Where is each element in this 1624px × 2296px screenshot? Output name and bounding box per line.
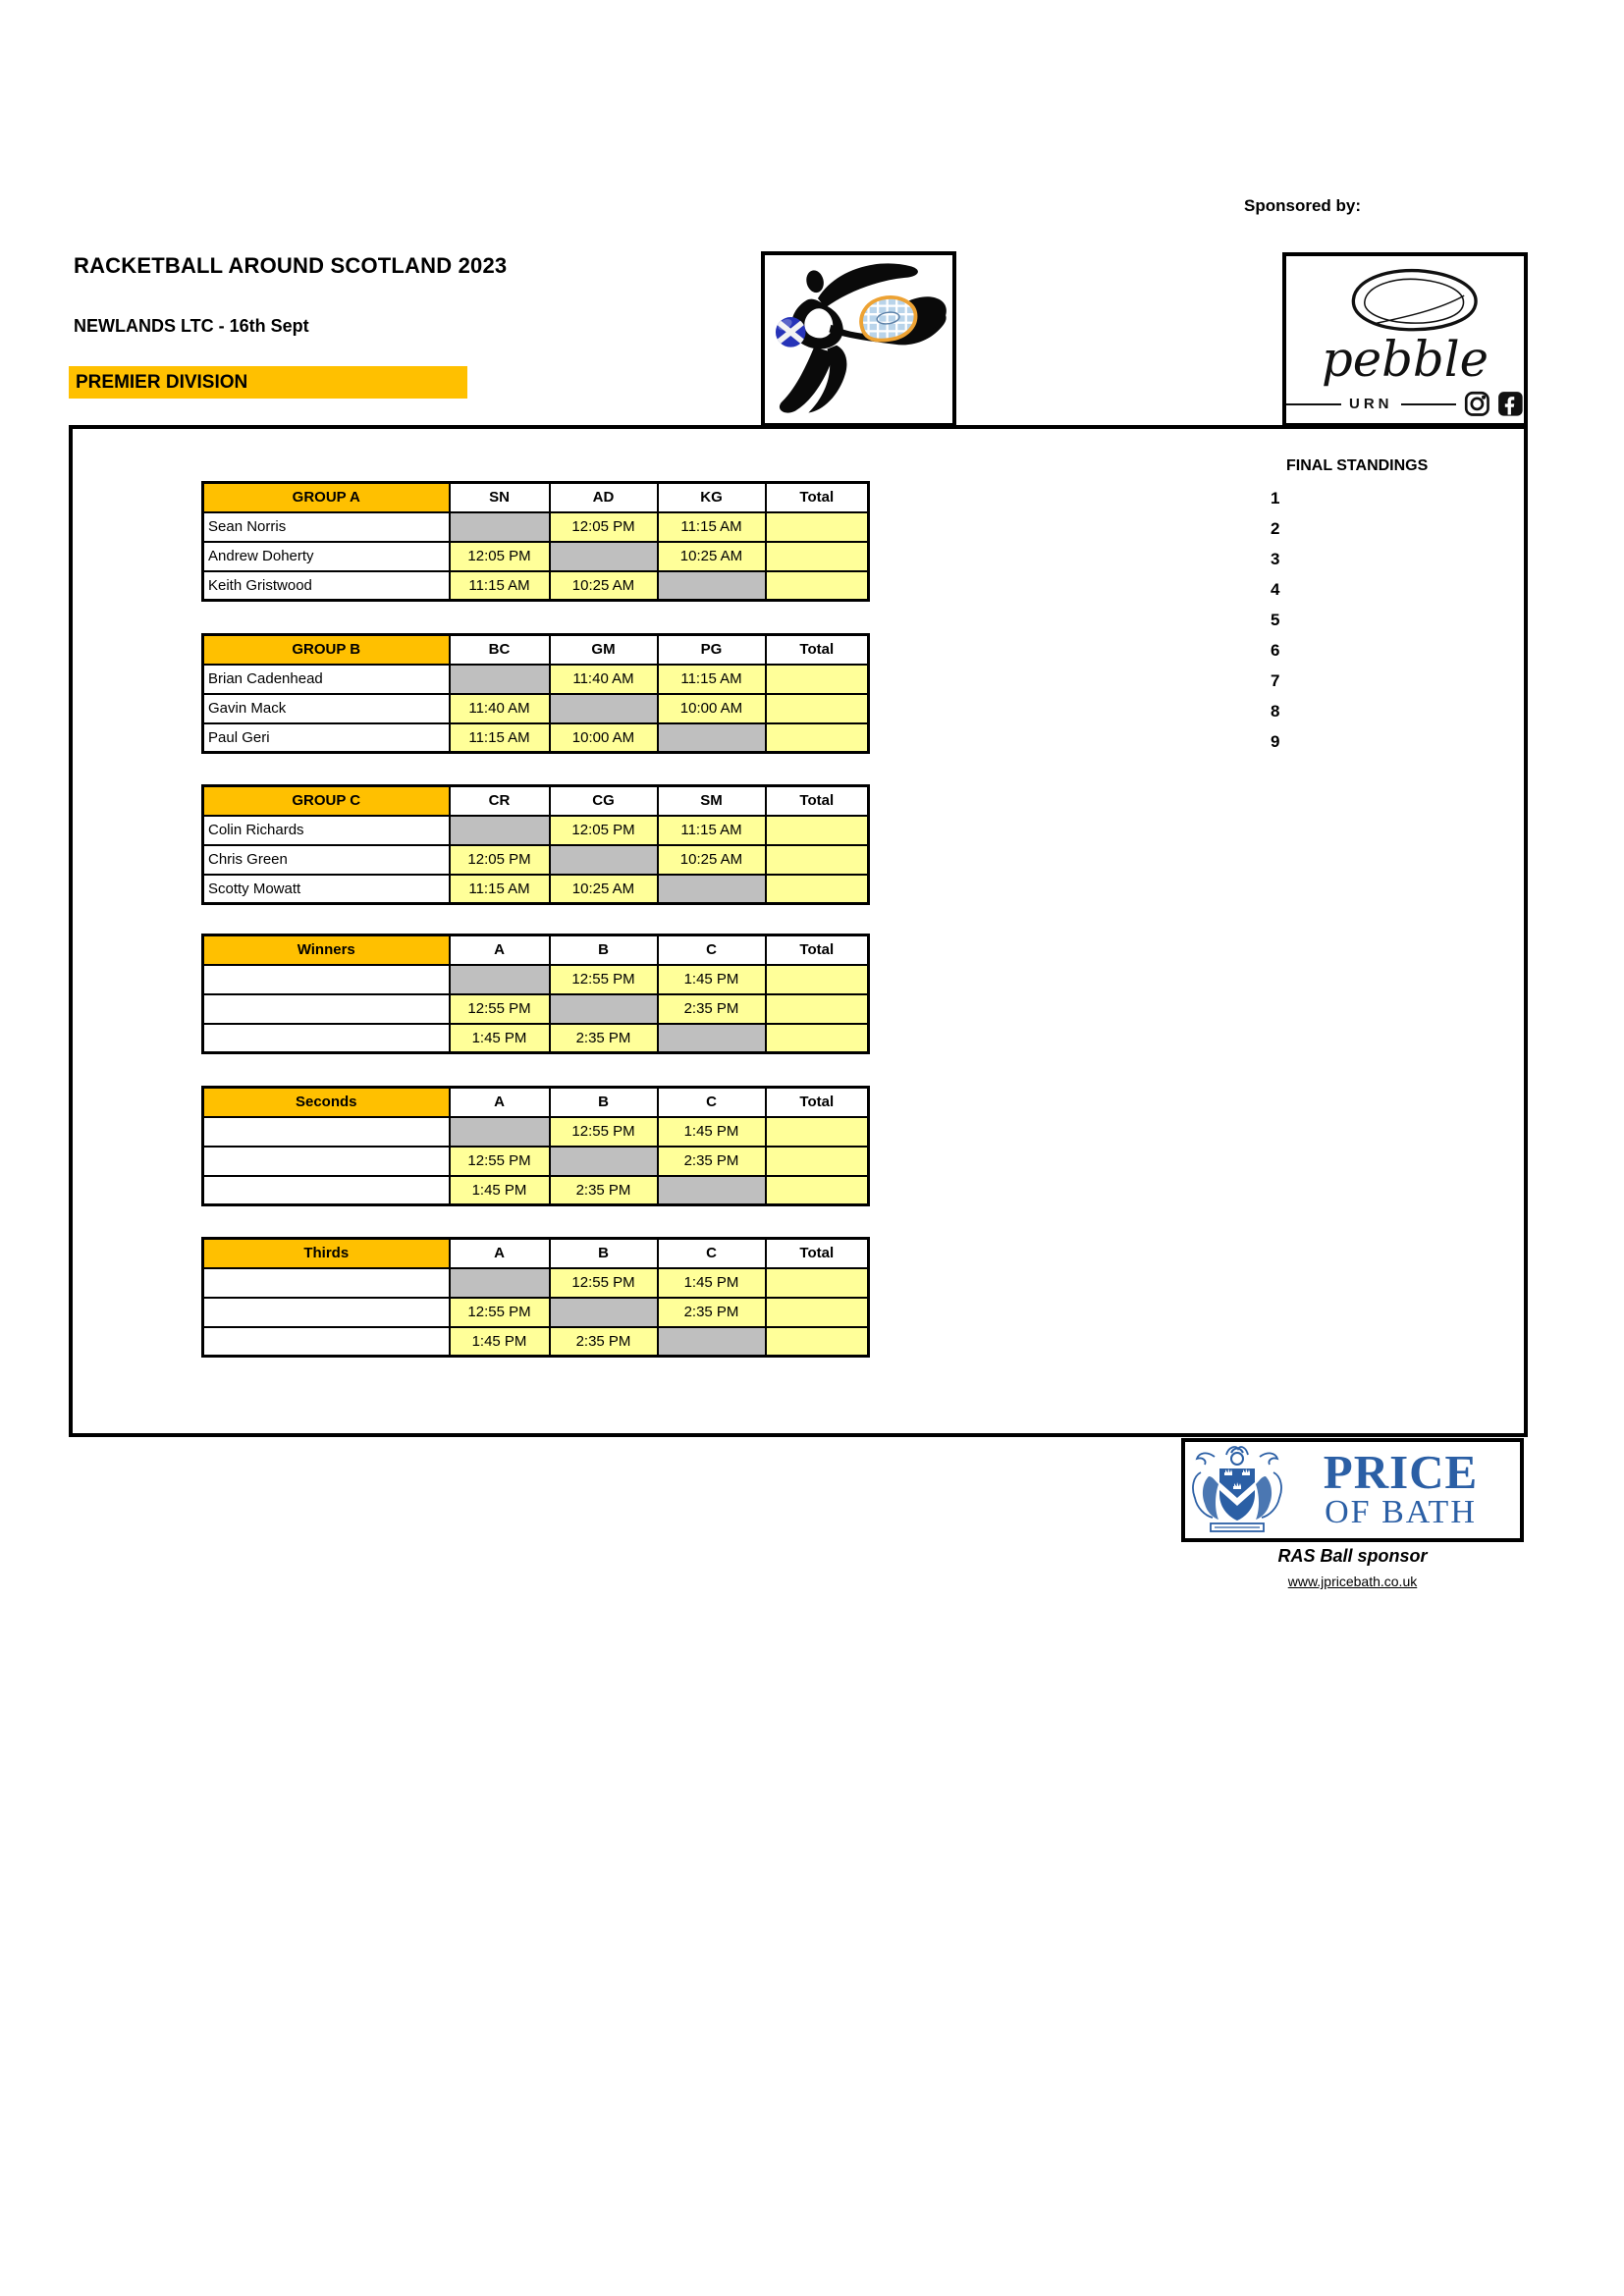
table-row xyxy=(203,845,869,875)
division-banner: PREMIER DIVISION xyxy=(69,366,467,399)
column-header-cell: Total xyxy=(766,635,869,665)
total-cell xyxy=(766,1327,869,1357)
total-cell xyxy=(766,723,869,753)
group-c-table-slot xyxy=(201,784,870,905)
price-of-bath-crest-icon xyxy=(1187,1443,1287,1537)
match-time-cell: 1:45 PM xyxy=(450,1024,550,1053)
player-name-cell: Scotty Mowatt xyxy=(203,875,450,904)
standing-position: 2 xyxy=(1271,519,1280,538)
table-row xyxy=(203,816,869,845)
column-header-cell: C xyxy=(658,1088,766,1117)
player-name-cell: Colin Richards xyxy=(203,816,450,845)
total-cell xyxy=(766,1147,869,1176)
rule-line xyxy=(1286,403,1341,405)
player-name-cell xyxy=(203,965,450,994)
match-time-cell: 2:35 PM xyxy=(550,1024,658,1053)
column-header-cell: SN xyxy=(450,483,550,512)
total-cell xyxy=(766,994,869,1024)
table-row xyxy=(203,994,869,1024)
schedule-table xyxy=(201,481,870,602)
player-name-cell xyxy=(203,1117,450,1147)
column-header-cell: BC xyxy=(450,635,550,665)
standing-position: 4 xyxy=(1271,580,1280,599)
column-header-cell: AD xyxy=(550,483,658,512)
player-name-cell xyxy=(203,1327,450,1357)
column-header-cell: Total xyxy=(766,1088,869,1117)
table-row xyxy=(203,542,869,571)
table-row xyxy=(203,1176,869,1205)
total-cell xyxy=(766,1024,869,1053)
racketball-player-icon xyxy=(765,255,952,423)
blocked-cell xyxy=(450,665,550,694)
blocked-cell xyxy=(550,1147,658,1176)
player-name-cell xyxy=(203,1298,450,1327)
table-row xyxy=(203,1024,869,1053)
table-row xyxy=(203,875,869,904)
player-name-cell xyxy=(203,1176,450,1205)
header-row xyxy=(203,1088,869,1117)
match-time-cell: 2:35 PM xyxy=(550,1176,658,1205)
match-time-cell: 11:15 AM xyxy=(658,816,766,845)
schedule-table xyxy=(201,633,870,754)
match-time-cell: 12:05 PM xyxy=(550,816,658,845)
match-time-cell: 12:05 PM xyxy=(450,542,550,571)
standing-position: 7 xyxy=(1271,671,1280,690)
blocked-cell xyxy=(658,571,766,601)
match-time-cell: 10:25 AM xyxy=(658,542,766,571)
column-header-cell: SM xyxy=(658,786,766,816)
sponsor-website-link[interactable]: www.jpricebath.co.uk xyxy=(1287,1574,1418,1589)
match-time-cell: 12:55 PM xyxy=(550,1117,658,1147)
standing-position: 1 xyxy=(1271,489,1280,507)
sponsored-by-label: Sponsored by: xyxy=(1244,196,1362,215)
table-row xyxy=(203,1117,869,1147)
match-time-cell: 2:35 PM xyxy=(658,994,766,1024)
table-row xyxy=(203,1147,869,1176)
standing-position: 5 xyxy=(1271,611,1280,629)
blocked-cell xyxy=(450,965,550,994)
header-row xyxy=(203,786,869,816)
match-time-cell: 11:15 AM xyxy=(450,571,550,601)
total-cell xyxy=(766,1268,869,1298)
instagram-icon xyxy=(1464,391,1490,417)
pebble-urn-row xyxy=(1286,391,1524,417)
column-header-cell: A xyxy=(450,1088,550,1117)
total-cell xyxy=(766,816,869,845)
blocked-cell xyxy=(450,816,550,845)
total-cell xyxy=(766,542,869,571)
price-of-bath-logo xyxy=(1181,1438,1524,1542)
column-header-cell: KG xyxy=(658,483,766,512)
match-time-cell: 12:55 PM xyxy=(550,1268,658,1298)
match-time-cell: 12:55 PM xyxy=(450,1147,550,1176)
blocked-cell xyxy=(658,1327,766,1357)
player-name-cell: Sean Norris xyxy=(203,512,450,542)
winners-table-slot xyxy=(201,934,870,1054)
header-row xyxy=(203,483,869,512)
match-time-cell: 10:25 AM xyxy=(550,875,658,904)
table-title-cell: GROUP B xyxy=(203,635,450,665)
blocked-cell xyxy=(550,994,658,1024)
blocked-cell xyxy=(658,1024,766,1053)
final-standings-list xyxy=(1271,483,1279,757)
match-time-cell: 10:25 AM xyxy=(550,571,658,601)
table-title-cell: GROUP A xyxy=(203,483,450,512)
table-title-cell: Winners xyxy=(203,935,450,965)
schedule-table xyxy=(201,1237,870,1358)
match-time-cell: 1:45 PM xyxy=(450,1176,550,1205)
price-wordmark-line2: OF BATH xyxy=(1325,1494,1477,1530)
column-header-cell: A xyxy=(450,1239,550,1268)
match-time-cell: 2:35 PM xyxy=(658,1298,766,1327)
pebble-urn-logo xyxy=(1282,252,1528,427)
player-name-cell xyxy=(203,1268,450,1298)
match-time-cell: 12:55 PM xyxy=(450,1298,550,1327)
player-name-cell: Keith Gristwood xyxy=(203,571,450,601)
table-title-cell: Thirds xyxy=(203,1239,450,1268)
standing-position: 9 xyxy=(1271,732,1280,751)
column-header-cell: B xyxy=(550,1088,658,1117)
match-time-cell: 1:45 PM xyxy=(658,1268,766,1298)
blocked-cell xyxy=(450,1117,550,1147)
total-cell xyxy=(766,965,869,994)
seconds-table-slot xyxy=(201,1086,870,1206)
match-time-cell: 11:15 AM xyxy=(658,512,766,542)
total-cell xyxy=(766,1176,869,1205)
column-header-cell: C xyxy=(658,935,766,965)
column-header-cell: Total xyxy=(766,786,869,816)
total-cell xyxy=(766,571,869,601)
total-cell xyxy=(766,1298,869,1327)
column-header-cell: Total xyxy=(766,935,869,965)
match-time-cell: 10:25 AM xyxy=(658,845,766,875)
player-name-cell: Chris Green xyxy=(203,845,450,875)
match-time-cell: 12:55 PM xyxy=(450,994,550,1024)
table-row xyxy=(203,512,869,542)
match-time-cell: 12:05 PM xyxy=(450,845,550,875)
total-cell xyxy=(766,694,869,723)
page-title: RACKETBALL AROUND SCOTLAND 2023 xyxy=(74,253,508,278)
schedule-table xyxy=(201,934,870,1054)
blocked-cell xyxy=(550,542,658,571)
total-cell xyxy=(766,512,869,542)
column-header-cell: Total xyxy=(766,1239,869,1268)
player-name-cell: Brian Cadenhead xyxy=(203,665,450,694)
facebook-icon xyxy=(1497,391,1524,417)
table-row xyxy=(203,665,869,694)
ras-ball-sponsor-label: RAS Ball sponsor xyxy=(1277,1546,1428,1566)
total-cell xyxy=(766,845,869,875)
blocked-cell xyxy=(658,875,766,904)
match-time-cell: 12:05 PM xyxy=(550,512,658,542)
table-row xyxy=(203,1268,869,1298)
column-header-cell: CG xyxy=(550,786,658,816)
venue-date-label: NEWLANDS LTC - 16th Sept xyxy=(74,316,309,336)
match-time-cell: 1:45 PM xyxy=(658,965,766,994)
blocked-cell xyxy=(658,1176,766,1205)
player-name-cell xyxy=(203,1024,450,1053)
player-name-cell xyxy=(203,994,450,1024)
match-time-cell: 11:40 AM xyxy=(550,665,658,694)
blocked-cell xyxy=(450,512,550,542)
pebble-wordmark: pebble xyxy=(1321,331,1489,389)
column-header-cell: B xyxy=(550,935,658,965)
player-name-cell: Gavin Mack xyxy=(203,694,450,723)
header-row xyxy=(203,1239,869,1268)
match-time-cell: 1:45 PM xyxy=(658,1117,766,1147)
schedule-table xyxy=(201,1086,870,1206)
match-time-cell: 11:15 AM xyxy=(450,875,550,904)
column-header-cell: CR xyxy=(450,786,550,816)
schedule-table xyxy=(201,784,870,905)
blocked-cell xyxy=(550,845,658,875)
table-row xyxy=(203,571,869,601)
column-header-cell: C xyxy=(658,1239,766,1268)
match-time-cell: 10:00 AM xyxy=(658,694,766,723)
header-row xyxy=(203,635,869,665)
racketball-player-logo xyxy=(761,251,956,427)
price-of-bath-wordmark xyxy=(1287,1445,1520,1530)
match-time-cell: 11:15 AM xyxy=(450,723,550,753)
header-row xyxy=(203,935,869,965)
table-row xyxy=(203,965,869,994)
table-row xyxy=(203,1327,869,1357)
standing-position: 8 xyxy=(1271,702,1280,721)
player-name-cell: Paul Geri xyxy=(203,723,450,753)
total-cell xyxy=(766,875,869,904)
column-header-cell: B xyxy=(550,1239,658,1268)
total-cell xyxy=(766,665,869,694)
column-header-cell: PG xyxy=(658,635,766,665)
pebble-tagline: URN xyxy=(1349,396,1393,413)
final-standings-title: FINAL STANDINGS xyxy=(1286,457,1429,474)
table-title-cell: Seconds xyxy=(203,1088,450,1117)
player-name-cell xyxy=(203,1147,450,1176)
standing-position: 6 xyxy=(1271,641,1280,660)
group-b-table-slot xyxy=(201,633,870,754)
blocked-cell xyxy=(658,723,766,753)
blocked-cell xyxy=(550,1298,658,1327)
blocked-cell xyxy=(550,694,658,723)
column-header-cell: Total xyxy=(766,483,869,512)
match-time-cell: 2:35 PM xyxy=(550,1327,658,1357)
player-name-cell: Andrew Doherty xyxy=(203,542,450,571)
column-header-cell: A xyxy=(450,935,550,965)
table-row xyxy=(203,723,869,753)
thirds-table-slot xyxy=(201,1237,870,1358)
table-row xyxy=(203,1298,869,1327)
table-title-cell: GROUP C xyxy=(203,786,450,816)
table-row xyxy=(203,694,869,723)
match-time-cell: 1:45 PM xyxy=(450,1327,550,1357)
standing-position: 3 xyxy=(1271,550,1280,568)
price-wordmark-line1: PRICE xyxy=(1323,1445,1479,1499)
match-time-cell: 12:55 PM xyxy=(550,965,658,994)
blocked-cell xyxy=(450,1268,550,1298)
match-time-cell: 11:15 AM xyxy=(658,665,766,694)
column-header-cell: GM xyxy=(550,635,658,665)
rule-line xyxy=(1401,403,1456,405)
match-time-cell: 2:35 PM xyxy=(658,1147,766,1176)
match-time-cell: 10:00 AM xyxy=(550,723,658,753)
match-time-cell: 11:40 AM xyxy=(450,694,550,723)
total-cell xyxy=(766,1117,869,1147)
group-a-table-slot xyxy=(201,481,870,602)
